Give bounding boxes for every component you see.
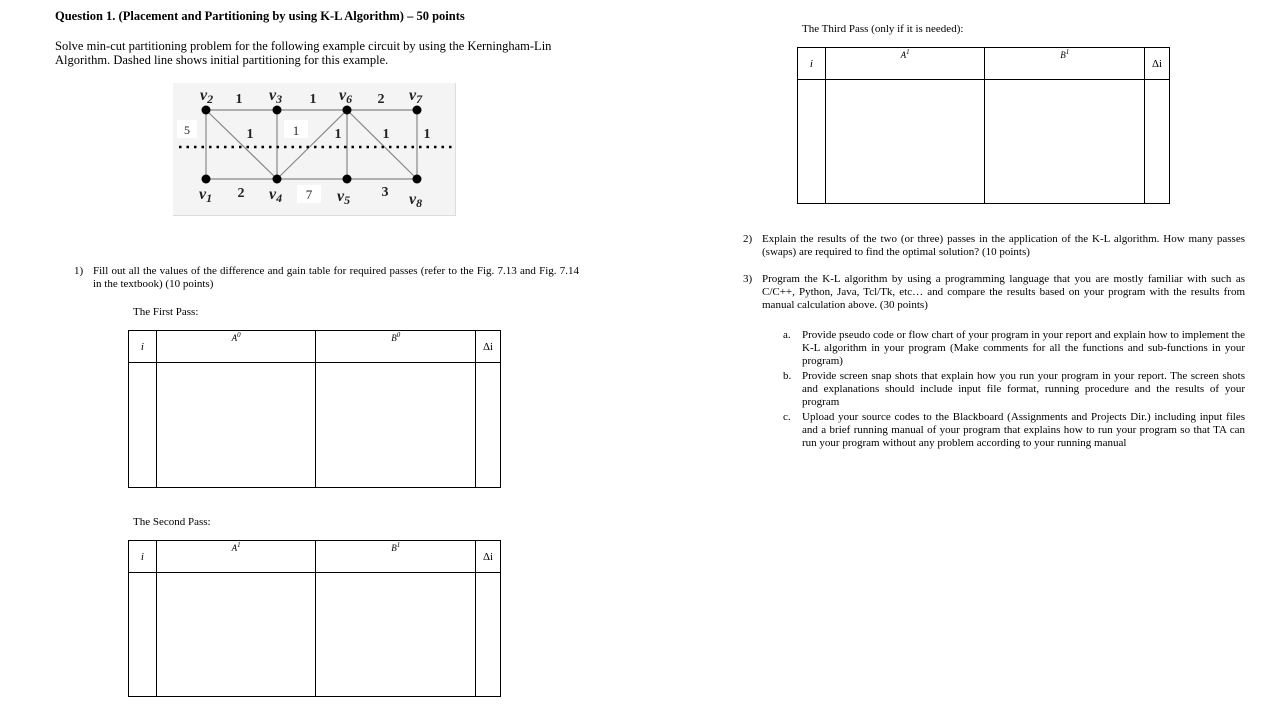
subitem-c [783, 411, 1245, 451]
third-pass-table [797, 47, 1170, 204]
table-cell [985, 80, 1145, 204]
col-i-header: i [129, 541, 157, 573]
item-2 [743, 233, 1245, 261]
table-cell [129, 363, 157, 488]
edge-v6-v8 [347, 110, 417, 179]
label-v2: v2 [200, 87, 214, 106]
col-b-header: $B^1$ [316, 541, 476, 573]
subitem-letter: c. [783, 411, 791, 423]
node-v1 [202, 175, 211, 184]
weight-v2-v4: 1 [246, 127, 254, 142]
table-cell [476, 573, 501, 697]
col-a-superscript: 1 [906, 48, 910, 56]
first-pass-label: The First Pass: [133, 306, 199, 318]
node-v3 [273, 106, 282, 115]
item-text: Program the K-L algorithm by using a programming language that you are mostly familiar with such as C/C++, Python, Java, Tcl/Tk, etc… and compare the results based on your program with the results from manual calculation above. (30 points) [762, 273, 1245, 311]
table-cell [156, 363, 316, 488]
item-number: 1) [74, 265, 84, 277]
weight-v6-v8: 1 [382, 127, 390, 142]
col-b-header: $B^1$ [985, 48, 1145, 80]
label-v3: v3 [269, 87, 283, 106]
table-cell [798, 80, 826, 204]
table-cell [129, 573, 157, 697]
label-v1: v1 [199, 186, 213, 205]
item-number: 2) [743, 233, 753, 245]
col-delta-header: Δi [1145, 48, 1170, 80]
col-a-superscript: 1 [237, 541, 241, 549]
col-delta-header: Δi [476, 331, 501, 363]
circuit-graph [173, 83, 455, 215]
question-intro: Solve min-cut partitioning problem for the following example circuit by using the Kerningham-Lin Algorithm. Dashed line shows initial partitioning for this example. [55, 39, 552, 67]
item-number: 3) [743, 273, 753, 285]
weight-v3-v6: 1 [309, 92, 317, 107]
weight-v3-v4: 1 [292, 123, 300, 138]
second-pass-table [128, 540, 501, 697]
node-v2 [202, 106, 211, 115]
weight-v6-v4: 1 [334, 127, 342, 142]
table-cell [825, 80, 985, 204]
table-cell [316, 573, 476, 697]
col-delta-header: Δi [476, 541, 501, 573]
weight-v2-v1: 5 [184, 123, 190, 137]
item-1 [74, 265, 579, 295]
col-b-superscript: 1 [1065, 48, 1070, 56]
col-a-header: $A^1$ [825, 48, 985, 80]
item-text: Fill out all the values of the difference and gain table for required passes (refer to the Fig. 7.13 and Fig. 7.14 in the textbook) (10 points) [93, 265, 579, 290]
first-pass-table [128, 330, 501, 488]
subitem-letter: b. [783, 370, 792, 382]
table-cell [1145, 80, 1170, 204]
circuit-figure [173, 83, 456, 216]
node-v6 [343, 106, 352, 115]
label-v5: v5 [337, 188, 351, 207]
weight-v5-v8: 3 [381, 185, 389, 200]
label-v8: v8 [409, 191, 423, 210]
col-b-superscript: 1 [396, 541, 401, 549]
col-a-superscript: 0 [237, 331, 241, 339]
node-v7 [413, 106, 422, 115]
subitem-text: Provide pseudo code or flow chart of your program in your report and explain how to implement the K-L algorithm in your program (Make comments for all the functions and sub-functions in your program) [802, 329, 1245, 367]
col-i-header: i [798, 48, 826, 80]
subitem-text: Provide screen snap shots that explain how you run your program in your report. The screen shots and explanations should include input file format, running procedure and the results of your program [802, 370, 1245, 408]
col-b-superscript: 0 [396, 331, 401, 339]
second-pass-label: The Second Pass: [133, 516, 211, 528]
col-b-header: $B^0$ [316, 331, 476, 363]
subitem-b [783, 370, 1245, 410]
weight-v6-v7: 2 [377, 92, 385, 107]
item-3 [743, 273, 1245, 315]
col-i-header: i [129, 331, 157, 363]
table-cell [316, 363, 476, 488]
table-cell [156, 573, 316, 697]
node-v4 [273, 175, 282, 184]
edge-v2-v4 [206, 110, 277, 179]
label-v6: v6 [339, 87, 353, 106]
weight-v4-v5: 7 [305, 187, 313, 202]
weight-v2-v3: 1 [235, 92, 243, 107]
table-cell [476, 363, 501, 488]
node-v8 [413, 175, 422, 184]
col-a-header: $A^0$ [156, 331, 316, 363]
label-v4: v4 [269, 186, 283, 205]
subitem-a [783, 329, 1245, 369]
col-a-header: $A^1$ [156, 541, 316, 573]
weight-v1-v4: 2 [237, 186, 245, 201]
label-v7: v7 [409, 87, 423, 106]
node-v5 [343, 175, 352, 184]
subitem-letter: a. [783, 329, 791, 341]
question-title: Question 1. (Placement and Partitioning by using K-L Algorithm) – 50 points [55, 9, 465, 23]
third-pass-label: The Third Pass (only if it is needed): [802, 23, 964, 35]
item-text: Explain the results of the two (or three) passes in the application of the K-L algorithm. How many passes (swaps) are required to find the optimal solution? (10 points) [762, 233, 1245, 258]
subitem-text: Upload your source codes to the Blackboard (Assignments and Projects Dir.) including input files and a brief running manual of your program that explains how to run your program so that TA can run your program without any problem according to your running manual [802, 411, 1245, 449]
weight-v7-v8: 1 [423, 127, 431, 142]
